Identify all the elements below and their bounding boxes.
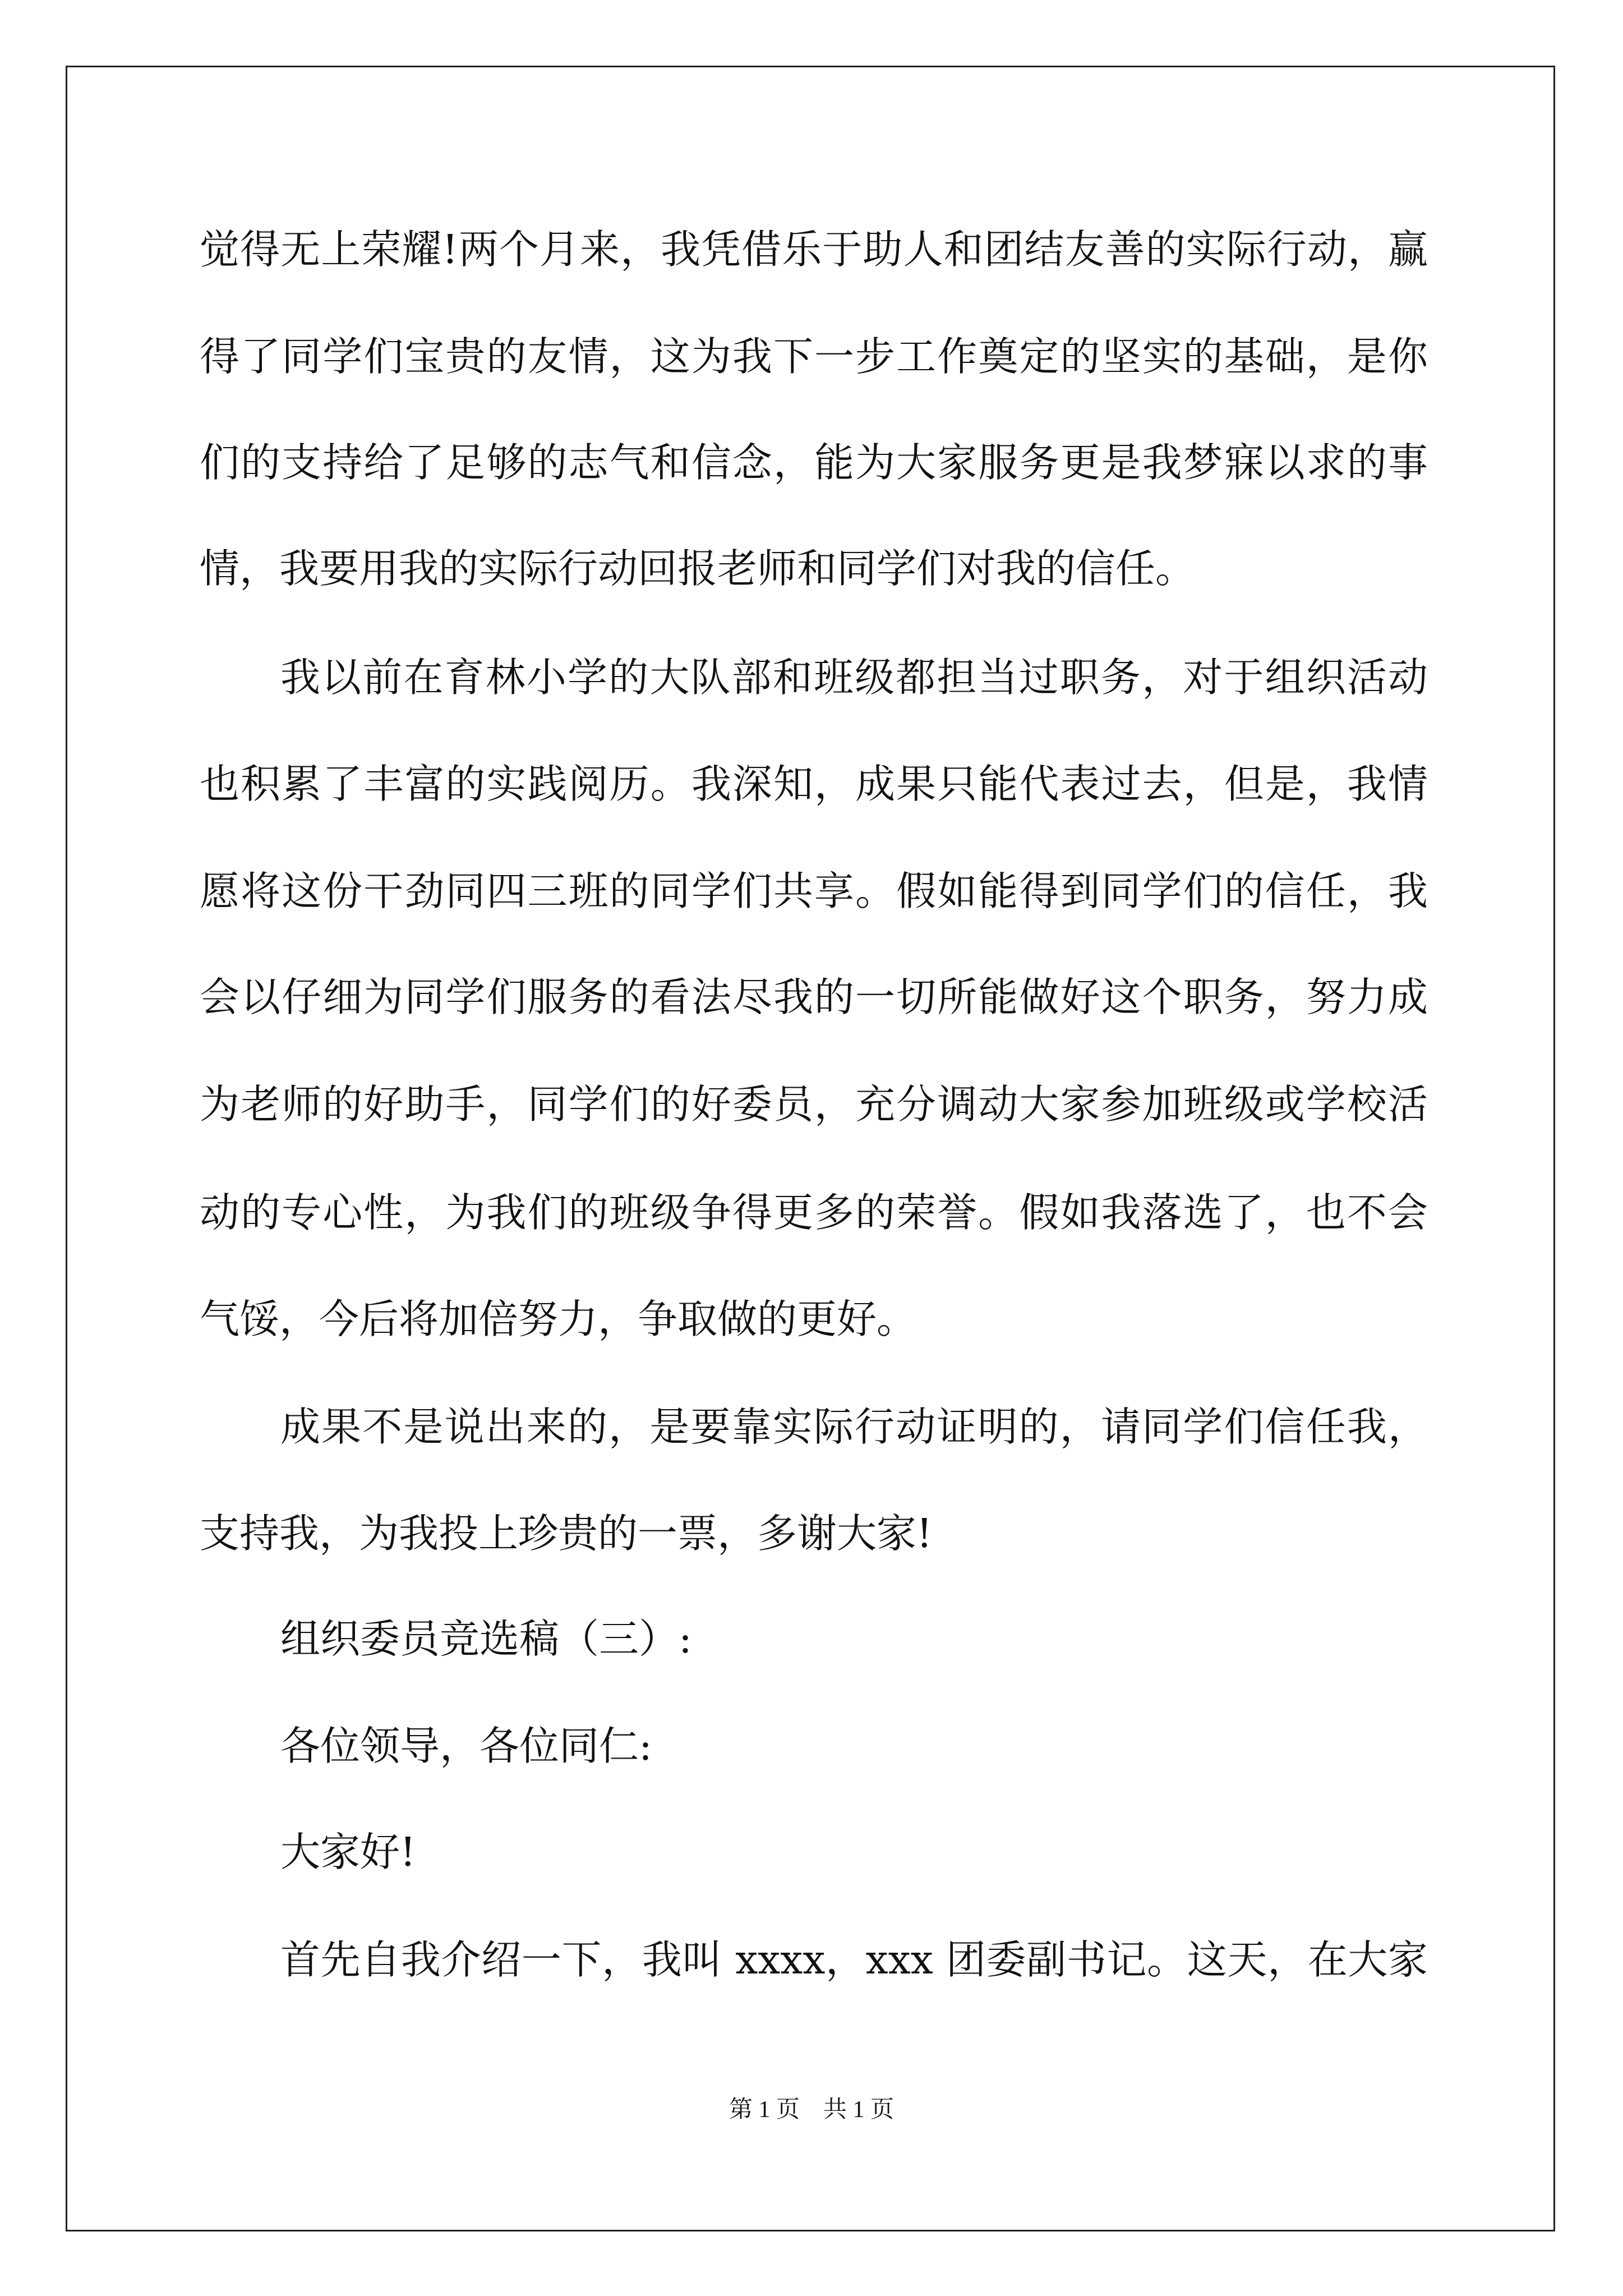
paragraph-line: 气馁，今后将加倍努力，争取做的更好。	[200, 1296, 917, 1342]
greeting: 大家好!	[280, 1829, 416, 1875]
salutation: 各位领导，各位同仁:	[280, 1723, 652, 1769]
paragraph-line: 也积累了丰富的实践阅历。我深知，成果只能代表过去，但是，我情	[200, 761, 1428, 807]
section-heading: 组织委员竞选稿（三）:	[280, 1616, 692, 1662]
paragraph-line: 支持我，为我投上珍贵的一票，多谢大家!	[200, 1510, 933, 1557]
paragraph-line: 成果不是说出来的，是要靠实际行动证明的，请同学们信任我，	[280, 1404, 1428, 1450]
paragraph-line: 得了同学们宝贵的友情，这为我下一步工作奠定的坚实的基础，是你	[200, 333, 1428, 380]
paragraph-line: 情，我要用我的实际行动回报老师和同学们对我的信任。	[200, 545, 1196, 592]
paragraph-line: 动的专心性，为我们的班级争得更多的荣誉。假如我落选了，也不会	[200, 1189, 1428, 1236]
paragraph-line: 我以前在育林小学的大队部和班级都担当过职务，对于组织活动	[280, 654, 1428, 701]
paragraph-line: 会以仔细为同学们服务的看法尽我的一切所能做好这个职务，努力成	[200, 974, 1428, 1020]
paragraph-line: 首先自我介绍一下，我叫 xxxx，xxx 团委副书记。这天，在大家	[280, 1936, 1428, 1983]
paragraph-line: 愿将这份干劲同四三班的同学们共享。假如能得到同学们的信任，我	[200, 868, 1428, 914]
paragraph-line: 觉得无上荣耀!两个月来，我凭借乐于助人和团结友善的实际行动，赢	[200, 226, 1428, 273]
paragraph-line: 们的支持给了足够的志气和信念，能为大家服务更是我梦寐以求的事	[200, 439, 1428, 486]
page-border	[66, 66, 1555, 2231]
paragraph-line: 为老师的好助手，同学们的好委员，充分调动大家参加班级或学校活	[200, 1081, 1428, 1128]
page-footer: 第 1 页 共 1 页	[728, 2097, 894, 2123]
